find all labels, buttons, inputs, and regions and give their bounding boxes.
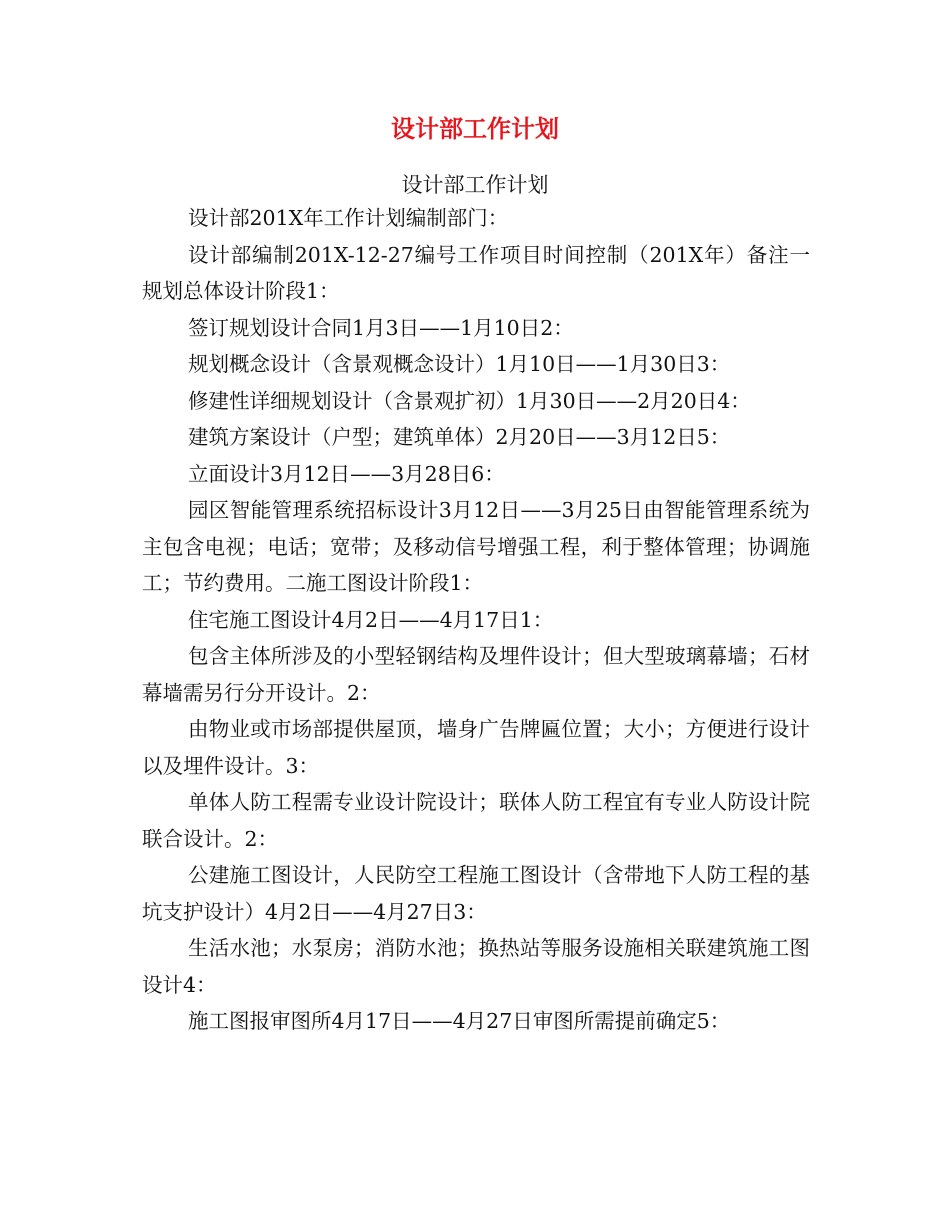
paragraph: 规划概念设计（含景观概念设计）1月10日——1月30日3： bbox=[188, 352, 731, 376]
paragraph: 设计部编制201X-12-27编号工作项目时间控制（201X年）备注一规划总体设计阶段1： bbox=[142, 242, 810, 303]
document-title: 设计部工作计划 bbox=[391, 114, 559, 143]
paragraph: 建筑方案设计（户型；建筑单体）2月20日——3月12日5： bbox=[188, 425, 731, 449]
paragraph: 住宅施工图设计4月2日——4月17日1： bbox=[188, 607, 554, 632]
paragraph: 单体人防工程需专业设计院设计；联体人防工程宜有专业人防设计院联合设计。2： bbox=[142, 790, 810, 851]
paragraph: 包含主体所涉及的小型轻钢结构及埋件设计；但大型玻璃幕墙；石材幕墙需另行分开设计。2： bbox=[142, 644, 810, 705]
document-subtitle: 设计部工作计划 bbox=[401, 173, 549, 197]
document-body bbox=[142, 200, 810, 1040]
paragraph: 立面设计3月12日——3月28日6： bbox=[188, 461, 505, 486]
paragraph: 设计部201X年工作计划编制部门： bbox=[188, 206, 509, 230]
paragraph: 公建施工图设计，人民防空工程施工图设计（含带地下人防工程的基坑支护设计）4月2日——4月27日3： bbox=[142, 863, 810, 924]
paragraph: 施工图报审图所4月17日——4月27日审图所需提前确定5： bbox=[188, 1009, 731, 1033]
paragraph: 修建性详细规划设计（含景观扩初）1月30日——2月20日4： bbox=[188, 388, 751, 413]
paragraph: 由物业或市场部提供屋顶，墙身广告牌匾位置；大小；方便进行设计以及埋件设计。3： bbox=[142, 717, 810, 778]
paragraph: 签订规划设计合同1月3日——1月10日2： bbox=[188, 315, 574, 340]
paragraph: 生活水池；水泵房；消防水池；换热站等服务设施相关联建筑施工图设计4： bbox=[142, 936, 810, 997]
paragraph: 园区智能管理系统招标设计3月12日——3月25日由智能管理系统为主包含电视；电话；宽带；及移动信号增强工程，利于整体管理；协调施工；节约费用。二施工图设计阶段1： bbox=[142, 498, 810, 595]
